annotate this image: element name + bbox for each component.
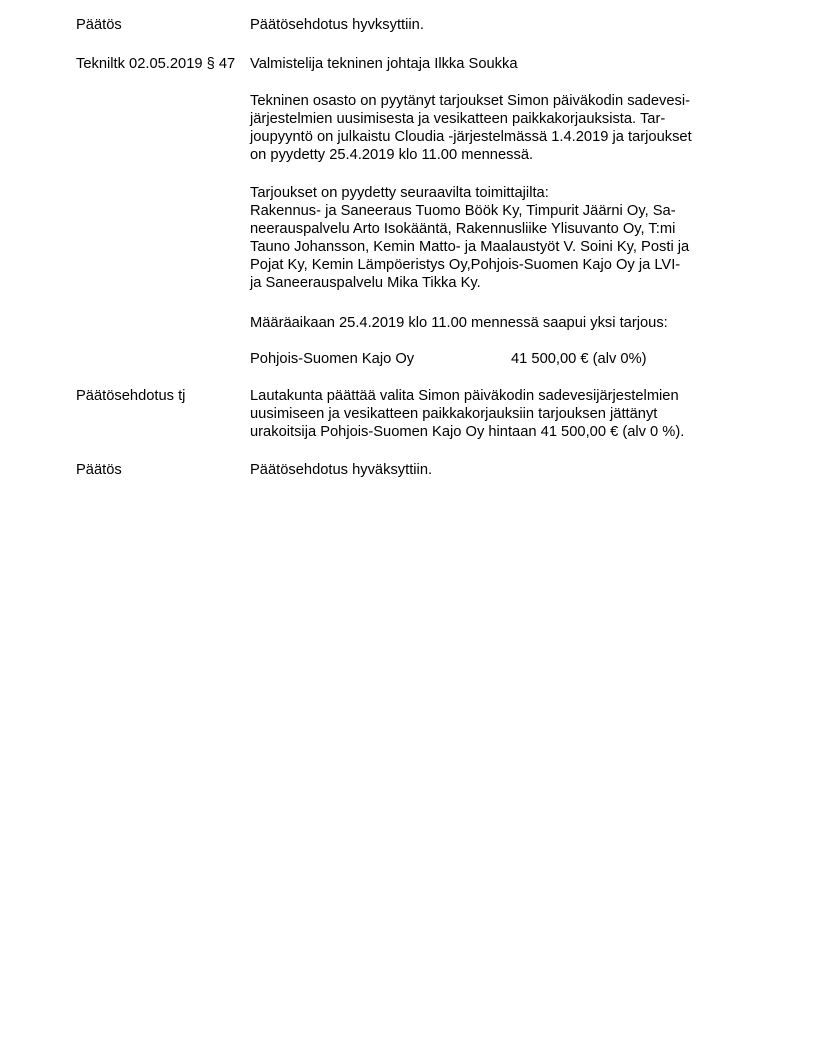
decision-label-1: Päätös <box>76 17 122 33</box>
text-line: ja Saneerauspalvelu Mika Tikka Ky. <box>250 275 481 291</box>
text-line: Rakennus- ja Saneeraus Tuomo Böök Ky, Timpurit Jäärni Oy, Sa- <box>250 203 676 219</box>
preparer-line: Valmistelija tekninen johtaja Ilkka Soukka <box>250 56 518 72</box>
decision-text-2: Päätösehdotus hyväksyttiin. <box>250 462 433 478</box>
meeting-reference: Tekniltk 02.05.2019 § 47 <box>76 56 236 72</box>
proposal-label: Päätösehdotus tj <box>76 388 186 404</box>
text-line: urakoitsija Pohjois-Suomen Kajo Oy hintaan 41 500,00 € (alv 0 %). <box>250 424 685 440</box>
text-line: Tauno Johansson, Kemin Matto- ja Maalaustyöt V. Soini Ky, Posti ja <box>250 239 690 255</box>
text-line: Tarjoukset on pyydetty seuraavilta toimittajilta: <box>250 185 549 201</box>
decision-text-1: Päätösehdotus hyvksyttiin. <box>250 17 424 33</box>
paragraph-request-for-offers <box>250 92 750 164</box>
text-line: Lautakunta päättää valita Simon päiväkodin sadevesijärjestelmien <box>250 388 679 404</box>
offer-price: 41 500,00 € (alv 0%) <box>511 351 647 367</box>
text-line: neerauspalvelu Arto Isokääntä, Rakennusliike Ylisuvanto Oy, T:mi <box>250 221 676 237</box>
text-line: uusimiseen ja vesikatteen paikkakorjauksiin tarjouksen jättänyt <box>250 406 658 422</box>
text-line: Määräaikaan 25.4.2019 klo 11.00 mennessä saapui yksi tarjous: <box>250 315 668 331</box>
decision-label-2: Päätös <box>76 462 122 478</box>
text-line: järjestelmien uusimisesta ja vesikatteen paikkakorjauksista. Tar- <box>250 111 666 127</box>
text-line: Pojat Ky, Kemin Lämpöeristys Oy,Pohjois-Suomen Kajo Oy ja LVI- <box>250 257 681 273</box>
text-line: joupyyntö on julkaistu Cloudia -järjestelmässä 1.4.2019 ja tarjoukset <box>250 129 692 145</box>
offer-company: Pohjois-Suomen Kajo Oy <box>250 351 415 367</box>
paragraph-offers-received <box>250 314 750 332</box>
paragraph-suppliers <box>250 184 750 292</box>
text-line: on pyydetty 25.4.2019 klo 11.00 mennessä. <box>250 147 534 163</box>
proposal-text <box>250 387 750 441</box>
text-line: Tekninen osasto on pyytänyt tarjoukset Simon päiväkodin sadevesi- <box>250 93 691 109</box>
